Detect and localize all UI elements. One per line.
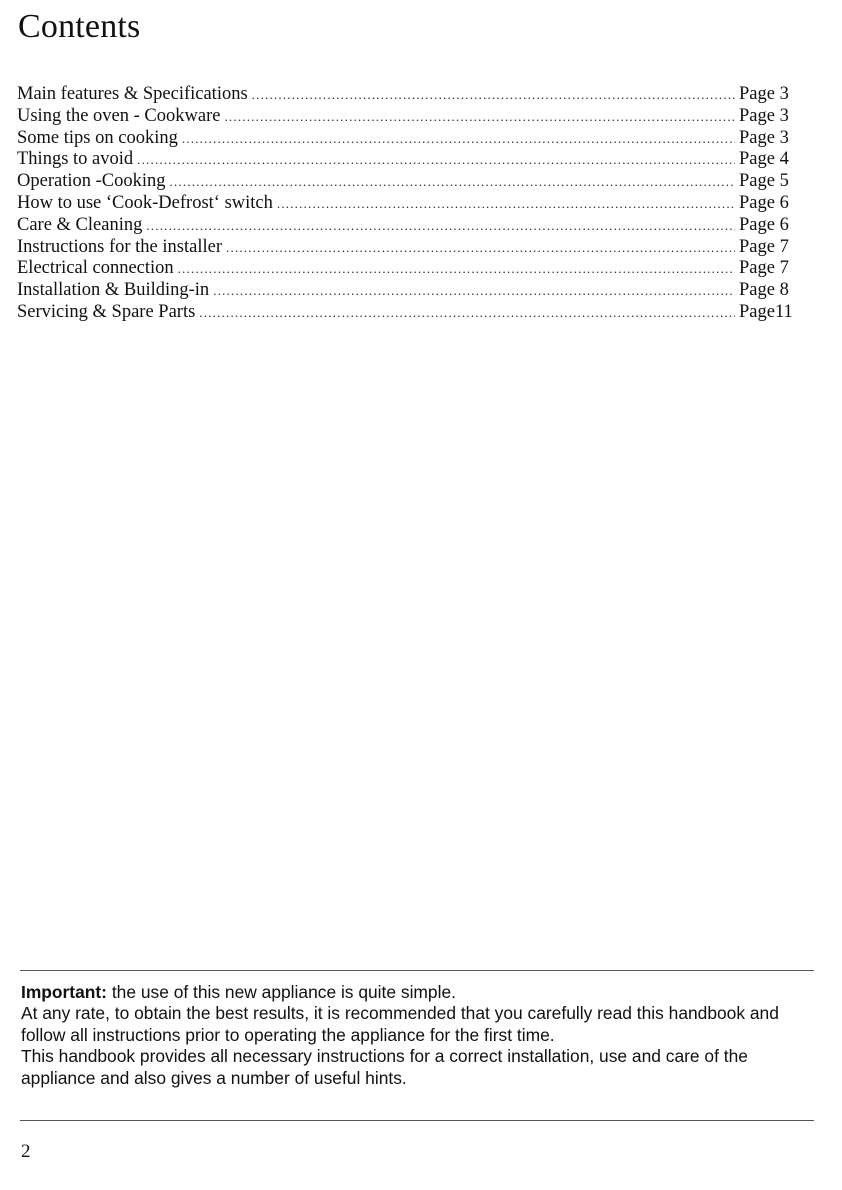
table-of-contents [17,84,807,324]
page-title: Contents [18,8,141,45]
toc-entry [17,149,807,171]
dot-leader [178,258,735,280]
dot-leader [199,302,735,324]
toc-entry-page: Page11 [739,301,793,322]
toc-entry-label: Electrical connection [17,258,174,279]
toc-entry-page: Page 6 [739,192,789,213]
important-label: Important: [21,982,107,1002]
important-lead: the use of this new appliance is quite simple. [106,982,456,1002]
toc-entry-label: Installation & Building-in [17,280,210,301]
important-paragraph-2: This handbook provides all necessary instructions for a correct installation, use and care of the appliance and also gives a number of useful hints. [21,1046,748,1088]
toc-entry [17,106,807,128]
toc-entry-page: Page 5 [739,171,789,192]
dot-leader [213,280,735,302]
toc-entry-label: Operation -Cooking [17,171,166,192]
toc-entry [17,215,807,237]
toc-entry [17,258,807,280]
toc-entry [17,171,807,193]
dot-leader [224,106,735,128]
toc-entry-page: Page 7 [739,258,789,279]
toc-entry-label: Main features & Specifications [17,84,248,104]
toc-entry-label: Instructions for the installer [17,236,222,257]
toc-entry-label: Care & Cleaning [17,214,143,235]
toc-entry-page: Page 3 [739,127,789,148]
toc-entry [17,128,807,150]
important-paragraph-1: At any rate, to obtain the best results, it is recommended that you carefully read this handbook and follow all instructions prior to operating the appliance for the first time. [21,1003,779,1045]
toc-entry-label: Using the oven - Cookware [17,105,221,126]
important-note [21,982,813,1089]
toc-entry [17,280,807,302]
toc-entry-page: Page 6 [739,214,789,235]
dot-leader [137,149,735,171]
toc-entry-label: Some tips on cooking [17,127,178,148]
page-number: 2 [21,1141,31,1162]
toc-entry-page: Page 8 [739,280,789,301]
important-lead-line [21,982,813,1003]
dot-leader [170,171,736,193]
toc-entry-page: Page 4 [739,149,789,170]
toc-entry-label: How to use ‘Cook-Defrost‘ switch [17,192,273,213]
toc-entry [17,237,807,259]
toc-entry [17,84,807,106]
dot-leader [252,84,735,106]
dot-leader [182,128,735,150]
toc-entry-page: Page 3 [739,84,789,104]
toc-entry-label: Servicing & Spare Parts [17,301,196,322]
dot-leader [277,193,735,215]
toc-entry [17,193,807,215]
toc-entry-page: Page 3 [739,105,789,126]
dot-leader [226,237,735,259]
toc-entry [17,302,807,324]
divider-bottom [20,1120,814,1121]
toc-entry-page: Page 7 [739,236,789,257]
dot-leader [146,215,735,237]
toc-entry-label: Things to avoid [17,149,134,170]
divider-top [20,970,814,971]
